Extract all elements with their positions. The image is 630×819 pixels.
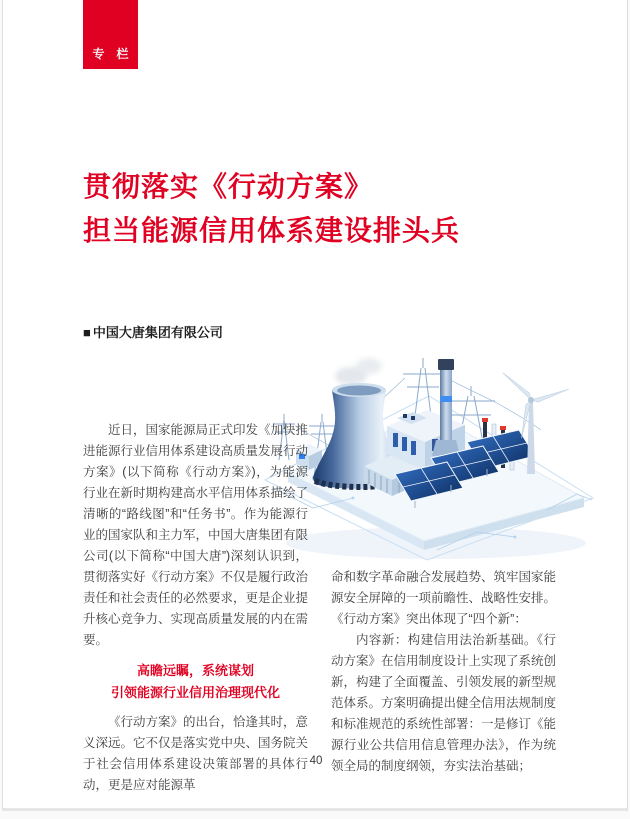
paragraph-1: 近日，国家能源局正式印发《加快推进能源行业信用体系建设高质量发展行动方案》(以下简称《行动方案》)，为能源行业在新时期构建高水平信用体系描绘了清晰的“路线图”和“任务书”。作为能源行业的国家队和主力军，中国大唐集团有限公司(以下简称“中国大唐”)深刻认识到，贯彻落实好《行动方案》不仅是履行政治责任和社会责任的必然要求，更是企业提升核心竞争力、实现高质量发展的内在需要。 bbox=[83, 423, 309, 647]
subheading-line-2: 引领能源行业信用治理现代化 bbox=[110, 685, 280, 700]
article-title-line-1: 贯彻落实《行动方案》 bbox=[83, 171, 374, 202]
section-subheading bbox=[83, 660, 308, 704]
subheading-line-1: 高瞻远瞩，系统谋划 bbox=[136, 663, 254, 678]
right-column bbox=[331, 567, 556, 777]
byline-text: 中国大唐集团有限公司 bbox=[92, 325, 223, 340]
paragraph-4: 内容新：构建信用法治新基础。《行动方案》在信用制度设计上实现了系统创新，构建了全面覆盖、引领发展的新型规范体系。方案明确提出健全信用法规制度和标准规范的系统性部署：一是修订《能源行业公共信用信息管理办法》，作为统领全局的制度纲领，夯实法治基础； bbox=[331, 633, 557, 773]
steam bbox=[335, 358, 382, 385]
byline-square-icon: ■ bbox=[83, 325, 91, 340]
left-column bbox=[83, 420, 308, 796]
byline bbox=[83, 322, 223, 341]
paragraph-2: 《行动方案》的出台，恰逢其时，意义深远。它不仅是落实党中央、国务院关于社会信用体系建设决策部署的具体行动，更是应对能源革 bbox=[83, 715, 309, 792]
paragraph-3: 命和数字革命融合发展趋势、筑牢国家能源安全屏障的一项前瞻性、战略性安排。《行动方案》突出体现了“四个新”： bbox=[331, 570, 557, 626]
magazine-page bbox=[2, 0, 628, 811]
column-tab-label: 专 栏 bbox=[92, 47, 129, 61]
article-title-line-2: 担当能源信用体系建设排头兵 bbox=[83, 215, 461, 246]
column-tab bbox=[83, 0, 138, 69]
article-title bbox=[83, 165, 460, 253]
page-number: 40 bbox=[309, 755, 323, 767]
